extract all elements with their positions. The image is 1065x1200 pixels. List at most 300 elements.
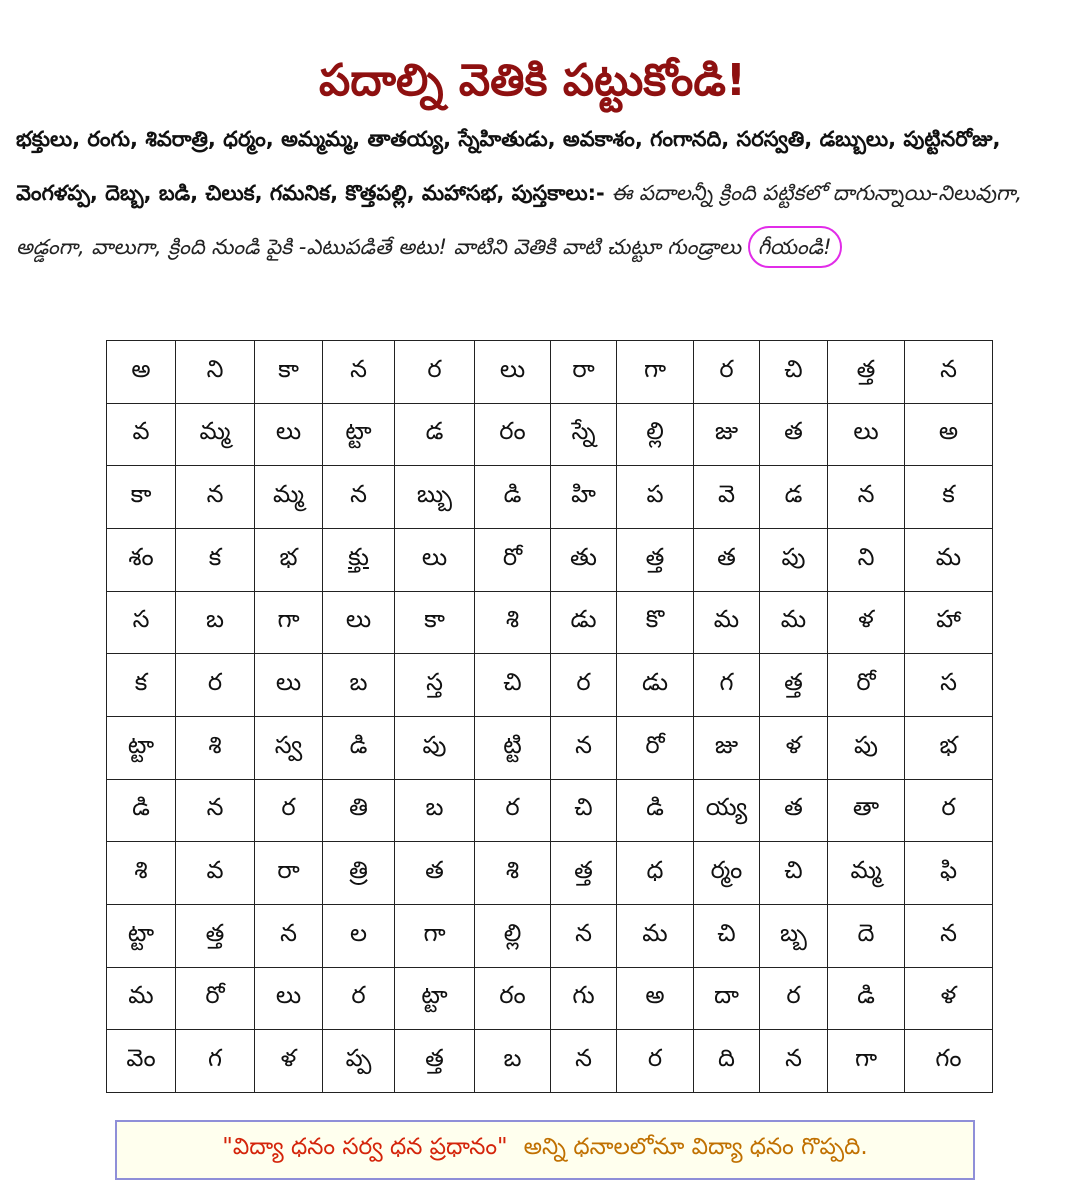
grid-letter: ర <box>941 793 956 822</box>
grid-letter: ర <box>281 793 296 822</box>
grid-letter: ర <box>719 354 734 383</box>
grid-cell[interactable] <box>107 779 176 842</box>
grid-letter: శం <box>128 542 154 571</box>
grid-letter: డ <box>784 480 803 509</box>
grid-row <box>107 1030 993 1093</box>
grid-cell[interactable] <box>905 716 993 779</box>
grid-cell[interactable] <box>617 904 694 967</box>
grid-cell[interactable] <box>255 967 323 1030</box>
grid-cell[interactable] <box>475 716 551 779</box>
grid-cell[interactable] <box>176 654 255 717</box>
grid-body <box>107 341 993 1093</box>
grid-cell[interactable] <box>395 716 475 779</box>
grid-cell[interactable] <box>551 716 617 779</box>
grid-cell[interactable] <box>107 1030 176 1093</box>
grid-letter: చి <box>574 793 593 822</box>
grid-cell[interactable] <box>323 528 395 591</box>
grid-letter: ళ <box>280 1044 297 1073</box>
grid-letter: త్త <box>645 542 665 571</box>
proverb-quote: "విద్యా ధనం సర్వ ధన ప్రధానం" <box>222 1134 508 1160</box>
grid-cell[interactable] <box>828 779 905 842</box>
grid-row <box>107 403 993 466</box>
grid-letter: అ <box>938 417 959 446</box>
grid-cell[interactable] <box>551 466 617 529</box>
grid-letter: వె <box>717 480 736 509</box>
grid-cell[interactable] <box>760 528 828 591</box>
grid-cell[interactable] <box>176 842 255 905</box>
grid-letter: శి <box>134 856 148 885</box>
grid-letter: లు <box>421 542 448 571</box>
grid-letter: ళ <box>785 730 802 759</box>
grid-letter: కా <box>278 354 299 383</box>
grid-letter: లు <box>345 605 372 634</box>
grid-cell[interactable] <box>323 654 395 717</box>
grid-cell[interactable] <box>107 591 176 654</box>
grid-cell[interactable] <box>551 403 617 466</box>
grid-cell[interactable] <box>395 779 475 842</box>
grid-cell[interactable] <box>828 591 905 654</box>
grid-cell[interactable] <box>176 528 255 591</box>
grid-cell[interactable] <box>475 904 551 967</box>
grid-cell[interactable] <box>828 967 905 1030</box>
grid-letter: బ్బు <box>416 480 453 509</box>
grid-row <box>107 904 993 967</box>
grid-letter: న <box>785 1044 802 1073</box>
grid-cell[interactable] <box>323 1030 395 1093</box>
grid-cell[interactable] <box>694 591 760 654</box>
instruction-text: ఈ పదాలన్నీ క్రింది పట్టికలో దాగున్నాయి-నిలువుగా, అడ్డంగా, వాలుగా, క్రింది నుండి పైకి -ఎటుపడితే అటు! వాటిని వెతికి వాటి చుట్టూ గుండ్రాలు <box>16 181 1023 259</box>
grid-letter: త్రి <box>349 856 368 885</box>
grid-letter: క <box>942 480 955 509</box>
grid-letter: హి <box>571 480 596 509</box>
grid-letter: ని <box>206 354 224 383</box>
grid-letter: జు <box>714 730 739 759</box>
grid-cell[interactable] <box>828 654 905 717</box>
grid-cell[interactable] <box>905 591 993 654</box>
grid-letter: ట్టా <box>127 918 155 947</box>
grid-letter: ర <box>576 668 591 697</box>
grid-cell[interactable] <box>395 654 475 717</box>
grid-cell[interactable] <box>760 466 828 529</box>
grid-cell[interactable] <box>255 779 323 842</box>
grid-cell[interactable] <box>255 466 323 529</box>
grid-cell[interactable] <box>694 466 760 529</box>
grid-cell[interactable] <box>176 904 255 967</box>
grid-cell[interactable] <box>107 842 176 905</box>
grid-cell[interactable] <box>475 591 551 654</box>
grid-letter: త్త <box>205 918 225 947</box>
grid-cell[interactable] <box>255 528 323 591</box>
grid-letter: ర <box>786 981 801 1010</box>
grid-cell[interactable] <box>475 403 551 466</box>
grid-cell[interactable] <box>176 403 255 466</box>
grid-letter: త్త <box>856 354 876 383</box>
grid-cell[interactable] <box>905 341 993 404</box>
grid-letter: పు <box>422 730 447 759</box>
grid-cell[interactable] <box>760 591 828 654</box>
grid-cell[interactable] <box>395 904 475 967</box>
grid-letter: మ <box>935 542 962 571</box>
grid-letter: ర <box>505 793 520 822</box>
grid-cell[interactable] <box>475 1030 551 1093</box>
grid-letter: స <box>132 605 150 634</box>
grid-row <box>107 779 993 842</box>
grid-letter: య్య <box>705 793 748 822</box>
grid-cell[interactable] <box>107 403 176 466</box>
grid-letter: డ <box>425 417 444 446</box>
grid-letter: న <box>857 480 875 509</box>
grid-letter: న <box>280 918 297 947</box>
grid-letter: ర <box>207 668 223 697</box>
grid-cell[interactable] <box>551 1030 617 1093</box>
grid-cell[interactable] <box>551 654 617 717</box>
grid-cell[interactable] <box>475 842 551 905</box>
grid-letter: న <box>206 793 224 822</box>
grid-cell[interactable] <box>551 842 617 905</box>
grid-letter: ట్టా <box>421 981 448 1010</box>
grid-cell[interactable] <box>551 779 617 842</box>
grid-letter: లు <box>275 417 302 446</box>
grid-cell[interactable] <box>107 904 176 967</box>
grid-cell[interactable] <box>905 779 993 842</box>
grid-cell[interactable] <box>176 466 255 529</box>
grid-cell[interactable] <box>694 779 760 842</box>
grid-letter: చి <box>784 354 803 383</box>
grid-letter: క <box>134 668 148 697</box>
grid-cell[interactable] <box>176 967 255 1030</box>
grid-cell[interactable] <box>395 842 475 905</box>
grid-letter: డు <box>570 605 597 634</box>
grid-letter: న <box>575 1044 592 1073</box>
grid-letter: చి <box>503 668 522 697</box>
grid-letter: చి <box>717 918 736 947</box>
grid-letter: పు <box>781 542 806 571</box>
grid-letter: స <box>940 668 957 697</box>
grid-cell[interactable] <box>475 967 551 1030</box>
grid-letter: తా <box>852 793 880 822</box>
grid-cell[interactable] <box>176 341 255 404</box>
grid-row <box>107 466 993 529</box>
grid-row <box>107 654 993 717</box>
grid-letter: త్త <box>784 668 803 697</box>
grid-cell[interactable] <box>475 779 551 842</box>
grid-cell[interactable] <box>694 341 760 404</box>
grid-letter: బ <box>349 668 368 697</box>
grid-cell[interactable] <box>395 341 475 404</box>
grid-cell[interactable] <box>255 842 323 905</box>
grid-cell[interactable] <box>255 403 323 466</box>
grid-cell[interactable] <box>475 528 551 591</box>
grid-cell[interactable] <box>107 466 176 529</box>
grid-letter: వ <box>206 856 224 885</box>
grid-cell[interactable] <box>551 967 617 1030</box>
grid-cell[interactable] <box>617 341 694 404</box>
grid-cell[interactable] <box>551 341 617 404</box>
grid-letter: వ <box>132 417 150 446</box>
grid-cell[interactable] <box>828 466 905 529</box>
grid-cell[interactable] <box>176 716 255 779</box>
grid-letter: చి <box>784 856 803 885</box>
grid-letter: శి <box>505 605 520 634</box>
grid-letter: మ్మ <box>199 417 231 446</box>
grid-letter: భ <box>939 730 958 759</box>
grid-cell[interactable] <box>255 904 323 967</box>
grid-cell[interactable] <box>694 654 760 717</box>
grid-letter: అ <box>645 981 665 1010</box>
grid-letter: లు <box>853 417 879 446</box>
grid-letter: బ్బ <box>780 918 807 947</box>
grid-cell[interactable] <box>323 842 395 905</box>
grid-letter: గు <box>572 981 595 1010</box>
grid-letter: లు <box>275 668 302 697</box>
grid-letter: ఫి <box>939 856 958 885</box>
grid-letter: ళ <box>940 981 957 1010</box>
grid-letter: ర <box>427 354 442 383</box>
grid-cell[interactable] <box>760 842 828 905</box>
grid-letter: గా <box>277 605 300 634</box>
grid-letter: లు <box>275 981 302 1010</box>
grid-cell[interactable] <box>107 654 176 717</box>
grid-letter: శి <box>208 730 222 759</box>
grid-cell[interactable] <box>323 591 395 654</box>
grid-letter: డి <box>503 480 522 509</box>
grid-cell[interactable] <box>905 403 993 466</box>
grid-letter: ది <box>718 1044 735 1073</box>
grid-letter: మ <box>713 605 740 634</box>
grid-cell[interactable] <box>694 967 760 1030</box>
grid-letter: బ <box>206 605 224 634</box>
grid-cell[interactable] <box>176 779 255 842</box>
grid-cell[interactable] <box>760 1030 828 1093</box>
grid-cell[interactable] <box>255 654 323 717</box>
grid-cell[interactable] <box>323 466 395 529</box>
grid-row <box>107 716 993 779</box>
grid-letter: దా <box>714 981 739 1010</box>
grid-letter: బ <box>503 1044 522 1073</box>
grid-letter: వెం <box>126 1044 156 1073</box>
grid-letter: న <box>206 480 224 509</box>
grid-cell[interactable] <box>323 403 395 466</box>
grid-letter: ట్టి <box>503 730 522 759</box>
page-title: పదాల్ని వెతికి పట్టుకోండి! <box>319 55 746 107</box>
grid-cell[interactable] <box>905 528 993 591</box>
grid-cell[interactable] <box>617 967 694 1030</box>
grid-letter: రా <box>277 856 300 885</box>
grid-letter: తు <box>570 542 597 571</box>
word-search-grid <box>106 340 993 1093</box>
grid-letter: పు <box>854 730 878 759</box>
grid-cell[interactable] <box>551 528 617 591</box>
grid-letter: త <box>425 856 444 885</box>
grid-letter: రో <box>502 542 523 571</box>
grid-letter: స్త <box>426 668 443 697</box>
grid-cell[interactable] <box>905 967 993 1030</box>
grid-letter: ట్టా <box>127 730 155 759</box>
grid-letter: న <box>350 354 367 383</box>
grid-cell[interactable] <box>107 341 176 404</box>
proverb-box <box>115 1120 975 1180</box>
grid-cell[interactable] <box>760 779 828 842</box>
grid-cell[interactable] <box>828 1030 905 1093</box>
grid-row <box>107 341 993 404</box>
grid-letter: ని <box>857 542 875 571</box>
grid-cell[interactable] <box>255 716 323 779</box>
grid-letter: క <box>208 542 222 571</box>
grid-letter: రో <box>205 981 225 1010</box>
grid-cell[interactable] <box>255 1030 323 1093</box>
grid-letter: గా <box>423 918 446 947</box>
grid-row <box>107 842 993 905</box>
grid-letter: తి <box>349 793 368 822</box>
grid-cell[interactable] <box>617 779 694 842</box>
grid-cell[interactable] <box>323 716 395 779</box>
grid-letter: న <box>575 918 592 947</box>
circled-word: గీయండి! <box>748 226 842 268</box>
grid-cell[interactable] <box>551 591 617 654</box>
grid-cell[interactable] <box>475 466 551 529</box>
grid-letter: న <box>575 730 592 759</box>
grid-cell[interactable] <box>395 528 475 591</box>
grid-cell[interactable] <box>694 716 760 779</box>
grid-cell[interactable] <box>694 403 760 466</box>
grid-cell[interactable] <box>255 341 323 404</box>
grid-cell[interactable] <box>395 403 475 466</box>
grid-letter: ల్లి <box>503 918 522 947</box>
grid-cell[interactable] <box>551 904 617 967</box>
grid-letter: గ <box>719 668 734 697</box>
grid-letter: రం <box>499 417 526 446</box>
grid-letter: మ <box>780 605 807 634</box>
grid-cell[interactable] <box>107 528 176 591</box>
grid-cell[interactable] <box>760 341 828 404</box>
grid-letter: ళ <box>858 605 874 634</box>
grid-letter: జు <box>714 417 739 446</box>
grid-cell[interactable] <box>617 528 694 591</box>
grid-cell[interactable] <box>694 528 760 591</box>
grid-cell[interactable] <box>828 842 905 905</box>
grid-letter: మ్మ <box>272 480 305 509</box>
grid-cell[interactable] <box>828 904 905 967</box>
grid-cell[interactable] <box>760 654 828 717</box>
grid-letter: డి <box>349 730 368 759</box>
grid-cell[interactable] <box>617 466 694 529</box>
grid-cell[interactable] <box>475 654 551 717</box>
grid-cell[interactable] <box>176 591 255 654</box>
grid-letter: ప <box>646 480 664 509</box>
grid-cell[interactable] <box>323 967 395 1030</box>
grid-cell[interactable] <box>694 842 760 905</box>
grid-letter: స్నే <box>571 417 596 446</box>
grid-letter: శి <box>505 856 520 885</box>
grid-letter: బ <box>425 793 444 822</box>
grid-letter: లు <box>499 354 526 383</box>
grid-cell[interactable] <box>176 1030 255 1093</box>
grid-letter: రో <box>645 730 665 759</box>
grid-cell[interactable] <box>905 904 993 967</box>
grid-letter: న <box>350 480 367 509</box>
grid-letter: అ <box>131 354 151 383</box>
grid-letter: ర <box>351 981 366 1010</box>
grid-letter: భ <box>279 542 298 571</box>
grid-cell[interactable] <box>617 591 694 654</box>
grid-cell[interactable] <box>617 654 694 717</box>
grid-letter: ప్ప <box>345 1044 372 1073</box>
grid-letter: డి <box>132 793 150 822</box>
grid-cell[interactable] <box>475 341 551 404</box>
grid-cell[interactable] <box>395 591 475 654</box>
grid-letter: ధ <box>646 856 664 885</box>
grid-cell[interactable] <box>828 403 905 466</box>
grid-letter: రో <box>856 668 876 697</box>
grid-letter: రం <box>499 981 526 1010</box>
grid-cell[interactable] <box>828 716 905 779</box>
grid-cell[interactable] <box>694 904 760 967</box>
grid-letter: ర్మం <box>710 856 743 885</box>
grid-cell[interactable] <box>617 403 694 466</box>
grid-cell[interactable] <box>694 1030 760 1093</box>
grid-letter: మ్మ <box>850 856 882 885</box>
grid-cell[interactable] <box>828 341 905 404</box>
grid-cell[interactable] <box>760 904 828 967</box>
grid-cell[interactable] <box>760 967 828 1030</box>
grid-row <box>107 528 993 591</box>
grid-letter: గా <box>643 354 667 383</box>
grid-letter: న <box>940 918 957 947</box>
grid-cell[interactable] <box>760 716 828 779</box>
grid-cell[interactable] <box>107 967 176 1030</box>
grid-letter: ల్లి <box>646 417 664 446</box>
grid-letter: త <box>784 793 803 822</box>
grid-letter: డి <box>646 793 664 822</box>
grid-letter: త్త <box>425 1044 444 1073</box>
grid-cell[interactable] <box>905 466 993 529</box>
grid-cell[interactable] <box>107 716 176 779</box>
grid-letter: త్త <box>574 856 593 885</box>
grid-letter: గా <box>854 1044 878 1073</box>
grid-letter: మ <box>642 918 668 947</box>
grid-cell[interactable] <box>255 591 323 654</box>
grid-row <box>107 591 993 654</box>
grid-letter: ట్టా <box>345 417 372 446</box>
grid-cell[interactable] <box>395 1030 475 1093</box>
grid-letter: న <box>940 354 957 383</box>
grid-letter: రా <box>572 354 595 383</box>
grid-cell[interactable] <box>395 466 475 529</box>
grid-cell[interactable] <box>905 842 993 905</box>
grid-letter: ల <box>349 918 368 947</box>
grid-cell[interactable] <box>905 1030 993 1093</box>
grid-cell[interactable] <box>617 1030 694 1093</box>
grid-cell[interactable] <box>395 967 475 1030</box>
grid-letter: ర <box>647 1044 663 1073</box>
grid-cell[interactable] <box>323 779 395 842</box>
grid-cell[interactable] <box>760 403 828 466</box>
grid-letter: డి <box>857 981 875 1010</box>
grid-cell[interactable] <box>617 842 694 905</box>
instructions-paragraph <box>16 112 1051 274</box>
grid-letter: గ <box>208 1044 222 1073</box>
grid-cell[interactable] <box>323 904 395 967</box>
grid-cell[interactable] <box>905 654 993 717</box>
grid-row <box>107 967 993 1030</box>
grid-letter: కా <box>424 605 445 634</box>
grid-cell[interactable] <box>323 341 395 404</box>
grid-letter: స్వ <box>274 730 303 759</box>
grid-letter: మ <box>128 981 154 1010</box>
grid-cell[interactable] <box>828 528 905 591</box>
grid-cell[interactable] <box>617 716 694 779</box>
grid-letter: గం <box>935 1044 962 1073</box>
